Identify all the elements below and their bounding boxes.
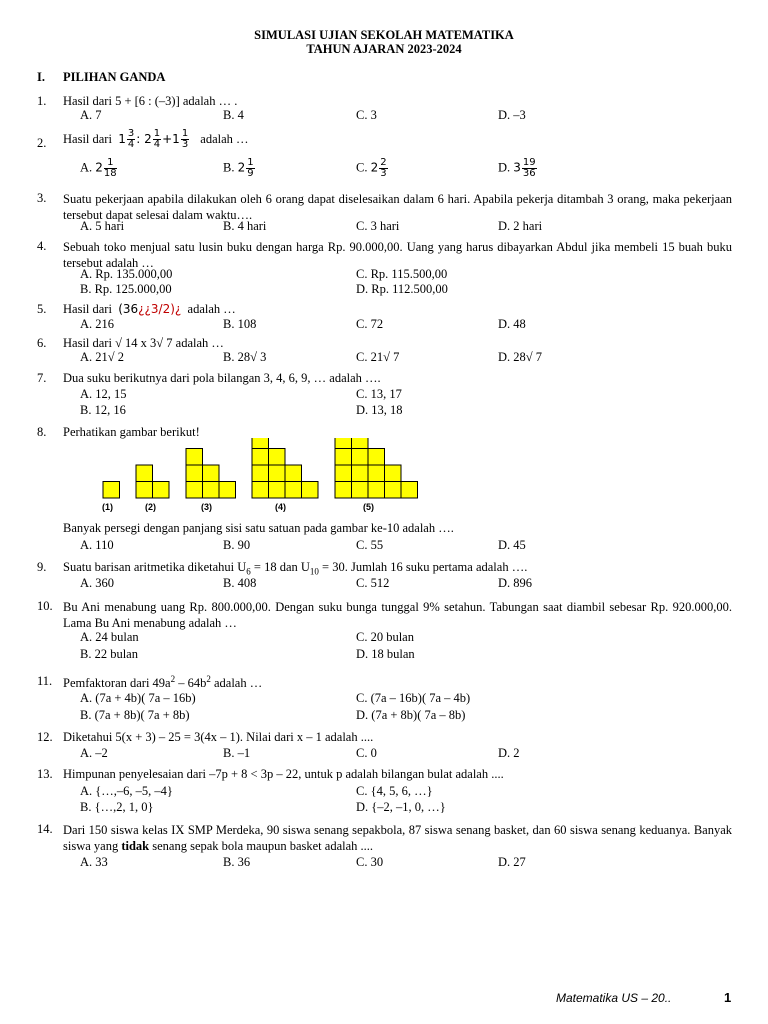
q4-option-a[interactable]: A. Rp. 135.000,00 <box>80 267 173 281</box>
q2-option-a[interactable]: A. 2 $\frac{1}{18}$ <box>80 157 117 179</box>
unit-square <box>352 465 369 482</box>
unit-square <box>269 465 286 482</box>
q10-option-d[interactable]: D. 18 bulan <box>356 647 415 661</box>
unit-square <box>285 465 302 482</box>
q2-number: 2. <box>37 136 47 150</box>
page-number: 1 <box>724 990 732 1005</box>
q7-text: Dua suku berikutnya dari pola bilangan 3, 4, 6, 9, … adalah …. <box>63 371 381 385</box>
q6-option-c[interactable]: C. 21√ 7 <box>356 350 400 364</box>
unit-square <box>385 482 402 499</box>
q8-option-a[interactable]: A. 110 <box>80 538 114 552</box>
q14-number: 14. <box>37 822 53 836</box>
unit-square <box>401 482 418 499</box>
q10-text: Bu Ani menabung uang Rp. 800.000,00. Dengan suku bunga tunggal 9% setahun. Tabungan saat diambil sebesar Rp. 920.000,00. Lama Bu Ani menabung adalah … <box>63 600 732 630</box>
exam-title: SIMULASI UJIAN SEKOLAH MATEMATIKA <box>254 28 514 42</box>
q3-option-d[interactable]: D. 2 hari <box>498 219 543 233</box>
q11-option-b[interactable]: B. (7a + 8b)( 7a + 8b) <box>80 708 190 722</box>
q8-number: 8. <box>37 425 47 439</box>
unit-square <box>368 449 385 466</box>
q9-option-b[interactable]: B. 408 <box>223 576 257 590</box>
unit-square <box>285 482 302 499</box>
unit-square <box>252 449 269 466</box>
q13-option-d[interactable]: D. {–2, –1, 0, …} <box>356 800 446 814</box>
q6-option-d[interactable]: D. 28√ 7 <box>498 350 543 364</box>
q2-prefix: Hasil dari <box>63 132 112 146</box>
figure-label: (4) <box>275 502 286 512</box>
q13-option-b[interactable]: B. {…,2, 1, 0} <box>80 800 154 814</box>
q14-text: Dari 150 siswa kelas IX SMP Merdeka, 90 siswa senang sepakbola, 87 siswa senang basket, dan 60 siswa senang keduanya. Banyak siswa yang tidak senang sepak bola maupun basket adalah .... <box>63 823 732 853</box>
q14-option-c[interactable]: C. 30 <box>356 855 384 869</box>
q9-option-a[interactable]: A. 360 <box>80 576 115 590</box>
unit-square <box>136 482 153 499</box>
q12-option-a[interactable]: A. –2 <box>80 746 108 760</box>
q3-text: Suatu pekerjaan apabila dilakukan oleh 6 orang dapat diselesaikan dalam 6 hari. Apabila pekerja ditambah 3 orang, maka pekerjaan tersebut dapat selesai dalam waktu…. <box>63 192 732 222</box>
q1-option-a[interactable]: A. 7 <box>80 108 102 122</box>
q2-option-c[interactable]: C. 2 $\frac{2}{3}$ <box>356 157 387 179</box>
q14-option-d[interactable]: D. 27 <box>498 855 526 869</box>
unit-square <box>153 482 170 499</box>
square-pattern-figure <box>95 438 425 516</box>
q11-text: Pemfaktoran dari $49a^2 - 64b^2$ adalah … <box>63 674 263 691</box>
q11-option-c[interactable]: C. (7a – 16b)( 7a – 4b) <box>356 691 471 705</box>
q6-number: 6. <box>37 336 47 350</box>
q1-option-b[interactable]: B. 4 <box>223 108 244 122</box>
q9-text: Suatu barisan aritmetika diketahui $U_6 = 18$ dan $U_{10} = 30$. Jumlah 16 suku pertama adalah …. <box>63 560 528 577</box>
q4-option-d[interactable]: D. Rp. 112.500,00 <box>356 282 448 296</box>
q8-option-b[interactable]: B. 90 <box>223 538 251 552</box>
q7-option-d[interactable]: D. 13, 18 <box>356 403 403 417</box>
q2-option-b[interactable]: B. 2 $\frac{1}{9}$ <box>223 157 254 179</box>
figure-label: (1) <box>102 502 113 512</box>
q10-option-b[interactable]: B. 22 bulan <box>80 647 138 661</box>
q10-number: 10. <box>37 599 53 613</box>
q7-option-c[interactable]: C. 13, 17 <box>356 387 402 401</box>
q13-number: 13. <box>37 767 53 781</box>
q3-option-b[interactable]: B. 4 hari <box>223 219 267 233</box>
q13-text: Himpunan penyelesaian dari –7p + 8 < 3p – 22, untuk p adalah bilangan bulat adalah .... <box>63 767 504 781</box>
figure-label: (3) <box>201 502 212 512</box>
unit-square <box>368 482 385 499</box>
unit-square <box>352 449 369 466</box>
unit-square <box>352 438 369 449</box>
unit-square <box>186 449 203 466</box>
footer-text: Matematika US – 20.. <box>556 991 672 1005</box>
unit-square <box>302 482 319 499</box>
unit-square <box>203 465 220 482</box>
unit-square <box>335 465 352 482</box>
q14-option-a[interactable]: A. 33 <box>80 855 108 869</box>
q13-option-c[interactable]: C. {4, 5, 6, …} <box>356 784 433 798</box>
q5-option-c[interactable]: C. 72 <box>356 317 384 331</box>
unit-square <box>252 482 269 499</box>
q1-text: Hasil dari 5 + [6 : (–3)] adalah … . <box>63 94 238 108</box>
q6-text: Hasil dari √ 14 x 3√ 7 adalah … <box>63 336 224 350</box>
q9-option-c[interactable]: C. 512 <box>356 576 390 590</box>
unit-square <box>352 482 369 499</box>
q10-option-a[interactable]: A. 24 bulan <box>80 630 139 644</box>
q14-option-b[interactable]: B. 36 <box>223 855 251 869</box>
unit-square <box>335 449 352 466</box>
q5-number: 5. <box>37 302 47 316</box>
q10-option-c[interactable]: C. 20 bulan <box>356 630 414 644</box>
q2-suffix: adalah … <box>200 132 249 146</box>
q12-option-c[interactable]: C. 0 <box>356 746 377 760</box>
q7-option-b[interactable]: B. 12, 16 <box>80 403 126 417</box>
q8-option-d[interactable]: D. 45 <box>498 538 526 552</box>
q6-option-a[interactable]: A. 21√ 2 <box>80 350 125 364</box>
unit-square <box>385 465 402 482</box>
q5-option-b[interactable]: B. 108 <box>223 317 257 331</box>
q3-number: 3. <box>37 191 47 205</box>
unit-square <box>368 465 385 482</box>
q2-option-d[interactable]: D. 3 $\frac{19}{36}$ <box>498 157 536 179</box>
q8-text: Perhatikan gambar berikut! <box>63 425 200 439</box>
q12-number: 12. <box>37 730 53 744</box>
q12-option-d[interactable]: D. 2 <box>498 746 520 760</box>
unit-square <box>269 449 286 466</box>
academic-year: TAHUN AJARAN 2023-2024 <box>306 42 462 56</box>
section-number: I. <box>37 70 45 84</box>
q11-option-d[interactable]: D. (7a + 8b)( 7a – 8b) <box>356 708 466 722</box>
q8-question: Banyak persegi dengan panjang sisi satu satuan pada gambar ke-10 adalah …. <box>63 521 454 535</box>
q6-option-b[interactable]: B. 28√ 3 <box>223 350 267 364</box>
q13-option-a[interactable]: A. {…,–6, –5, –4} <box>80 784 173 798</box>
unit-square <box>252 465 269 482</box>
q9-number: 9. <box>37 560 47 574</box>
q5-option-d[interactable]: D. 48 <box>498 317 526 331</box>
q8-option-c[interactable]: C. 55 <box>356 538 384 552</box>
q1-option-c[interactable]: C. 3 <box>356 108 377 122</box>
unit-square <box>252 438 269 449</box>
q2-text <box>63 129 249 150</box>
q3-option-c[interactable]: C. 3 hari <box>356 219 400 233</box>
unit-square <box>103 482 120 499</box>
q5-option-a[interactable]: A. 216 <box>80 317 115 331</box>
section-title: PILIHAN GANDA <box>63 70 166 84</box>
q7-number: 7. <box>37 371 47 385</box>
q4-number: 4. <box>37 239 47 253</box>
unit-square <box>186 465 203 482</box>
figure-label: (5) <box>363 502 374 512</box>
q9-option-d[interactable]: D. 896 <box>498 576 533 590</box>
q4-option-b[interactable]: B. Rp. 125.000,00 <box>80 282 172 296</box>
q4-text: Sebuah toko menjual satu lusin buku dengan harga Rp. 90.000,00. Uang yang harus dibayarkan Abdul jika membeli 15 buah buku tersebut adalah … <box>63 240 732 270</box>
q1-number: 1. <box>37 94 47 108</box>
unit-square <box>186 482 203 499</box>
q12-option-b[interactable]: B. –1 <box>223 746 251 760</box>
figure-label: (2) <box>145 502 156 512</box>
q3-option-a[interactable]: A. 5 hari <box>80 219 125 233</box>
unit-square <box>219 482 236 499</box>
unit-square <box>203 482 220 499</box>
q12-text: Diketahui 5(x + 3) – 25 = 3(4x – 1). Nilai dari x – 1 adalah .... <box>63 730 374 744</box>
q5-text: Hasil dari (36¿¿3/2)¿ adalah … <box>63 302 236 316</box>
q7-option-a[interactable]: A. 12, 15 <box>80 387 127 401</box>
q4-option-c[interactable]: C. Rp. 115.500,00 <box>356 267 448 281</box>
unit-square <box>136 465 153 482</box>
unit-square <box>335 482 352 499</box>
q1-option-d[interactable]: D. –3 <box>498 108 526 122</box>
unit-square <box>335 438 352 449</box>
q2-expression: 1 $\frac{3}{4}$ : 2 $\frac{1}{4}$ +1 $\frac{1}{3}$ <box>118 128 189 150</box>
q11-number: 11. <box>37 674 53 688</box>
q11-option-a[interactable]: A. (7a + 4b)( 7a – 16b) <box>80 691 196 705</box>
unit-square <box>269 482 286 499</box>
